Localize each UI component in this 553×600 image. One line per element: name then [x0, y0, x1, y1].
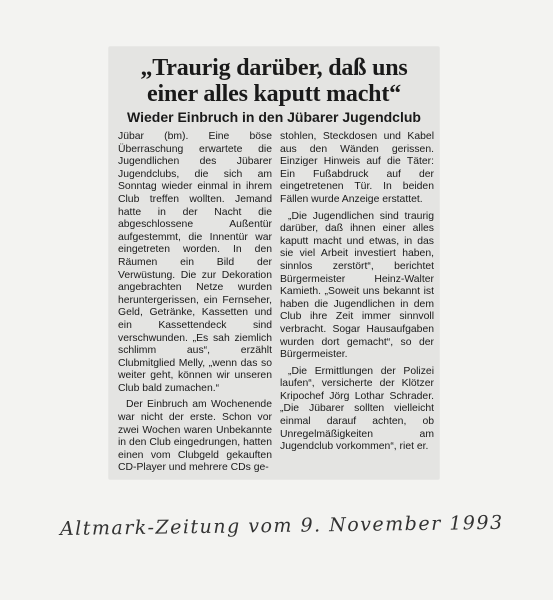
- right-paragraph-2: „Die Jugendlichen sind traurig darüber, daß ihnen einer alles kaputt macht und etwas, in das sie viel Arbeit investiert haben, sinnlos zerstört“, berichtet Bürgermeister Heinz-Walter Kamieth. „Soweit uns bekannt ist haben die Jugendlichen in dem Club ihre Zeit immer sinnvoll verbracht. Sogar Hausaufgaben wurden dort gemacht“, so der Bürgermeister.: [280, 210, 434, 361]
- headline-line-1: „Traurig darüber, daß uns: [140, 55, 408, 81]
- handwritten-caption: Altmark-Zeitung vom 9. November 1993: [59, 511, 504, 540]
- article-headline: [115, 55, 433, 107]
- article-right-column: [280, 131, 434, 458]
- article-left-column: [118, 131, 272, 479]
- newspaper-clipping: [109, 47, 439, 479]
- article-subheadline: Wieder Einbruch in den Jübarer Jugendclub: [127, 109, 421, 125]
- right-paragraph-3: „Die Ermittlungen der Polizei laufen“, versicherte der Klötzer Kripochef Jörg Lothar Schrader. „Die Jübarer sollten vielleicht einmal darauf achten, ob Unregelmäßigkeiten am Jugendclub vorkommen“, riet er.: [280, 365, 434, 453]
- left-paragraph-2: Der Einbruch am Wochenende war nicht der erste. Schon vor zwei Wochen waren Unbekannte in den Club eingedrungen, hatten einen vom Clubgeld gekauften CD-Player und mehrere CDs ge-: [118, 399, 272, 474]
- right-paragraph-1: stohlen, Steckdosen und Kabel aus den Wänden gerissen. Einziger Hinweis auf die Täter: Ein Fußabdruck auf der eingetretenen Tür. In beiden Fällen wurde Anzeige erstattet.: [280, 131, 434, 205]
- left-paragraph-1: Jübar (bm). Eine böse Überraschung erwartete die Jugendlichen des Jübarer Jugendclubs, die sich am Sonntag wieder einmal in ihrem Club treffen wollten. Jemand hatte in der Nacht die abgeschlossene Außentür aufgestemmt, die Innentür war eingetreten worden. In den Räumen ein Bild der Verwüstung. Die zur Dekoration angebrachten Netze wurden heruntergerissen, ein Fernseher, Geld, Getränke, Kassetten und ein Kassettendeck sind verschwunden. „Es sah ziemlich schlimm aus“, erzählt Clubmitglied Melly, „wenn das so weiter geht, können wir unseren Club bald zumachen.“: [118, 131, 272, 394]
- headline-line-2: einer alles kaputt macht“: [147, 81, 401, 107]
